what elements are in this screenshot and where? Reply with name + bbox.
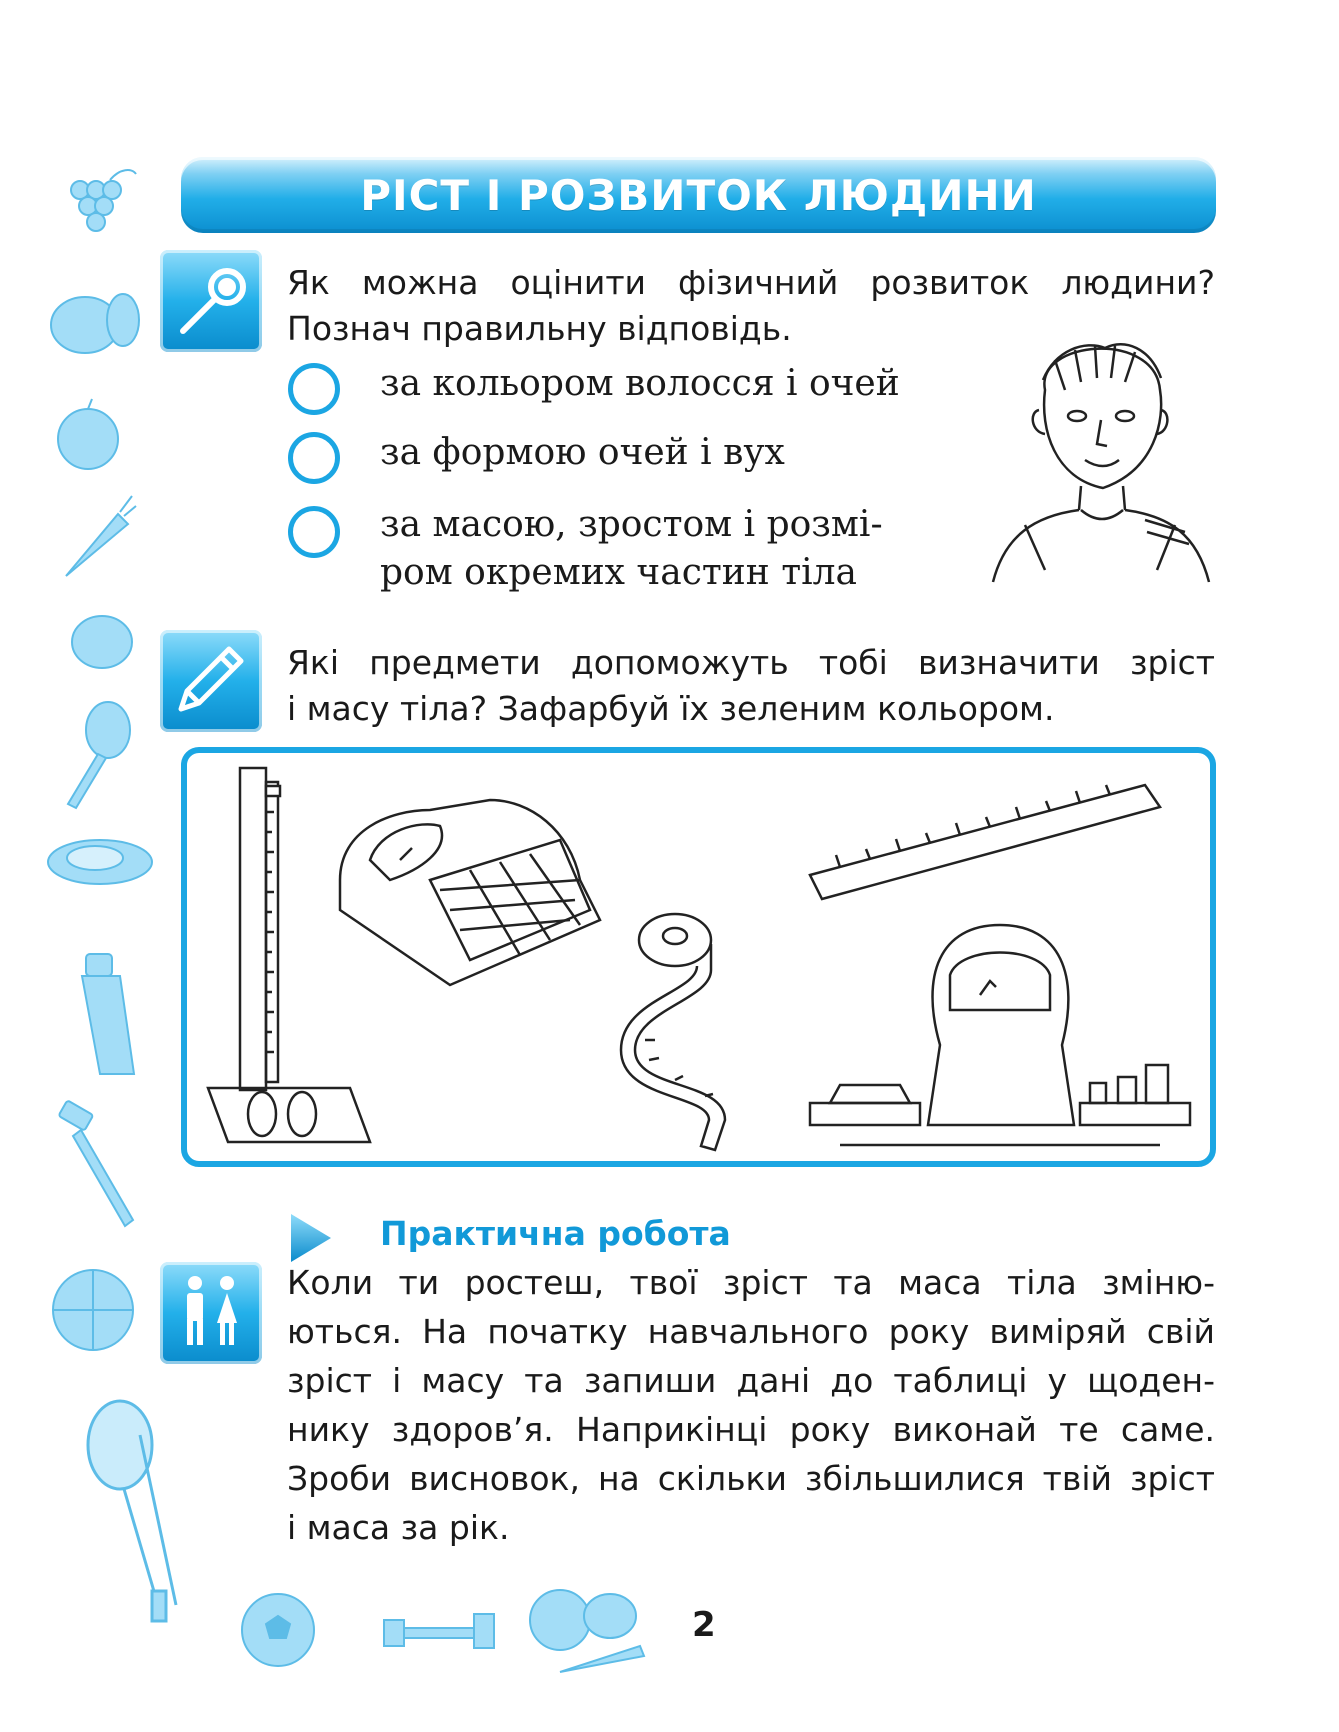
decor-toothbrush-icon [55, 1100, 145, 1230]
pencil-icon [171, 639, 251, 723]
task2-badge [160, 630, 262, 732]
practice-line: Коли ти ростеш, твої зріст та маса тіла зміню- [287, 1263, 1215, 1302]
title-banner [181, 157, 1216, 233]
page-title: РІСТ І РОЗВИТОК ЛЮДИНИ [360, 170, 1037, 220]
practice-text [287, 1258, 1215, 1552]
decor-racket-icon [80, 1395, 190, 1625]
option1-label: за кольором волосся і очей [380, 363, 900, 404]
probe-icon [171, 259, 251, 343]
option1-checkbox[interactable] [288, 363, 340, 415]
decor-cream-tube-icon [70, 950, 150, 1080]
practice-line: і маса за рік. [287, 1508, 510, 1547]
option2-checkbox[interactable] [288, 432, 340, 484]
task3-badge [160, 1262, 262, 1364]
option3-checkbox[interactable] [288, 506, 340, 558]
decor-lemon-icon [62, 600, 142, 680]
balance-scale-item[interactable] [800, 915, 1200, 1159]
task2-question [287, 640, 1215, 732]
decor-dumbbells-icon [380, 1600, 500, 1660]
task1-badge [160, 250, 262, 352]
practice-title: Практична робота [380, 1214, 731, 1253]
option3-label-line1: за масою, зростом і розмі- [380, 504, 883, 545]
ruler-item[interactable] [800, 775, 1170, 909]
page-number: 2 [692, 1605, 716, 1645]
practice-line: зріст і масу та запиши дані до таблиці у щоден- [287, 1361, 1215, 1400]
practice-line: ються. На початку навчального року виміряй свій [287, 1312, 1215, 1351]
decor-apple-icon [50, 395, 130, 475]
decor-hairbrush-icon [58, 700, 138, 810]
decor-fruits-icon [520, 1580, 660, 1680]
decor-carrot-icon [58, 490, 138, 580]
task2-line1: Які предмети допоможуть тобі визначити зріст [287, 643, 1215, 682]
people-icon [171, 1271, 251, 1355]
task1-question-line1: Як можна оцінити фізичний розвиток людини? [287, 263, 1215, 302]
option3-label-line2: ром окремих частин тіла [380, 552, 857, 593]
decor-grapes-icon [50, 160, 140, 250]
decor-pear-icon [45, 280, 145, 360]
boy-illustration [985, 320, 1215, 589]
decor-ball-icon [48, 1265, 138, 1355]
task2-line2: і масу тіла? Зафарбуй їх зеленим кольором. [287, 689, 1055, 728]
practice-line: Зроби висновок, на скільки збільшилися твій зріст [287, 1459, 1215, 1498]
practice-line: нику здоров’я. Наприкінці року виконай те саме. [287, 1410, 1215, 1449]
decor-soccer-ball-icon [238, 1590, 318, 1670]
decor-soap-icon [45, 830, 155, 890]
tape-measure-item[interactable] [615, 900, 745, 1164]
task1-question-line2: Познач правильну відповідь. [287, 309, 792, 348]
floor-scale-item[interactable] [330, 770, 610, 994]
option2-label: за формою очей і вух [380, 432, 785, 473]
